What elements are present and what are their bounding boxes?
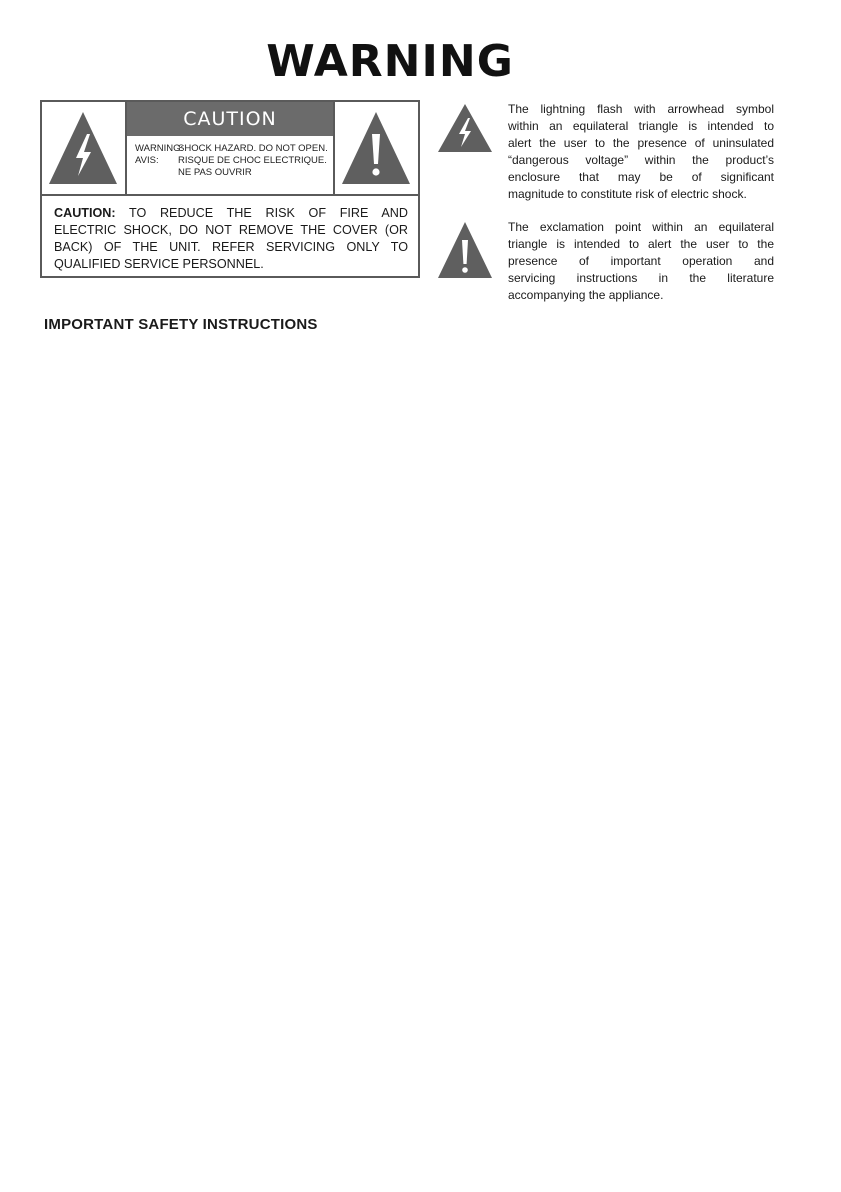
caution-warning-lines	[135, 143, 335, 179]
caution-row-label	[135, 167, 178, 179]
symbol-text-line: The exclamation point within an equilateral	[508, 220, 774, 234]
caution-row-text: RISQUE DE CHOC ELECTRIQUE.	[178, 155, 327, 166]
caution-body-line: BACK) OF THE UNIT. REFER SERVICING ONLY TO	[54, 240, 408, 254]
section-heading: IMPORTANT SAFETY INSTRUCTIONS	[44, 316, 318, 333]
caution-label	[40, 100, 420, 278]
symbol-text-line: alert the user to the presence of uninsulated	[508, 136, 774, 150]
page-title: WARNING	[266, 36, 514, 87]
lightning-symbol-text	[508, 101, 774, 203]
symbol-text-line: accompanying the appliance.	[508, 288, 664, 302]
symbol-text-line: presence of important operation and	[508, 254, 774, 268]
caution-body-text	[54, 205, 408, 273]
caution-row	[135, 167, 335, 179]
caution-row	[135, 143, 335, 155]
caution-row-text: SHOCK HAZARD. DO NOT OPEN.	[178, 143, 328, 154]
caution-body-lead: CAUTION:	[54, 206, 116, 220]
lightning-triangle-icon	[47, 108, 119, 188]
caution-row-label: WARNING:	[135, 143, 184, 154]
lightning-symbol-explanation	[436, 96, 776, 206]
lightning-triangle-icon	[436, 102, 494, 154]
caution-body-line: QUALIFIED SERVICE PERSONNEL.	[54, 257, 264, 271]
symbol-text-line: magnitude to constitute risk of electric shock.	[508, 187, 747, 201]
caution-row-label: AVIS:	[135, 155, 159, 166]
exclamation-triangle-icon	[436, 220, 494, 280]
exclamation-symbol-explanation	[436, 214, 776, 310]
symbol-text-line: enclosure that may be of significant	[508, 170, 774, 184]
caution-center	[127, 102, 333, 194]
exclamation-triangle-cell	[333, 102, 418, 194]
symbol-text-line: within an equilateral triangle is intended to	[508, 119, 774, 133]
symbol-text-line: “dangerous voltage” within the product’s	[508, 153, 774, 167]
caution-banner: CAUTION	[127, 102, 333, 136]
symbol-text-line: triangle is intended to alert the user to the	[508, 237, 774, 251]
caution-body-line	[54, 205, 408, 222]
caution-row	[135, 155, 335, 167]
exclamation-symbol-text	[508, 219, 774, 304]
caution-row-text: NE PAS OUVRIR	[178, 167, 252, 178]
caution-label-header	[42, 102, 418, 196]
symbol-text-line: The lightning flash with arrowhead symbol	[508, 102, 774, 116]
exclamation-triangle-icon	[340, 108, 412, 188]
caution-body-line: ELECTRIC SHOCK, DO NOT REMOVE THE COVER (OR	[54, 223, 408, 237]
symbol-text-line: servicing instructions in the literature	[508, 271, 774, 285]
lightning-triangle-cell	[42, 102, 127, 194]
caution-body-line-text: TO REDUCE THE RISK OF FIRE AND	[115, 206, 408, 220]
